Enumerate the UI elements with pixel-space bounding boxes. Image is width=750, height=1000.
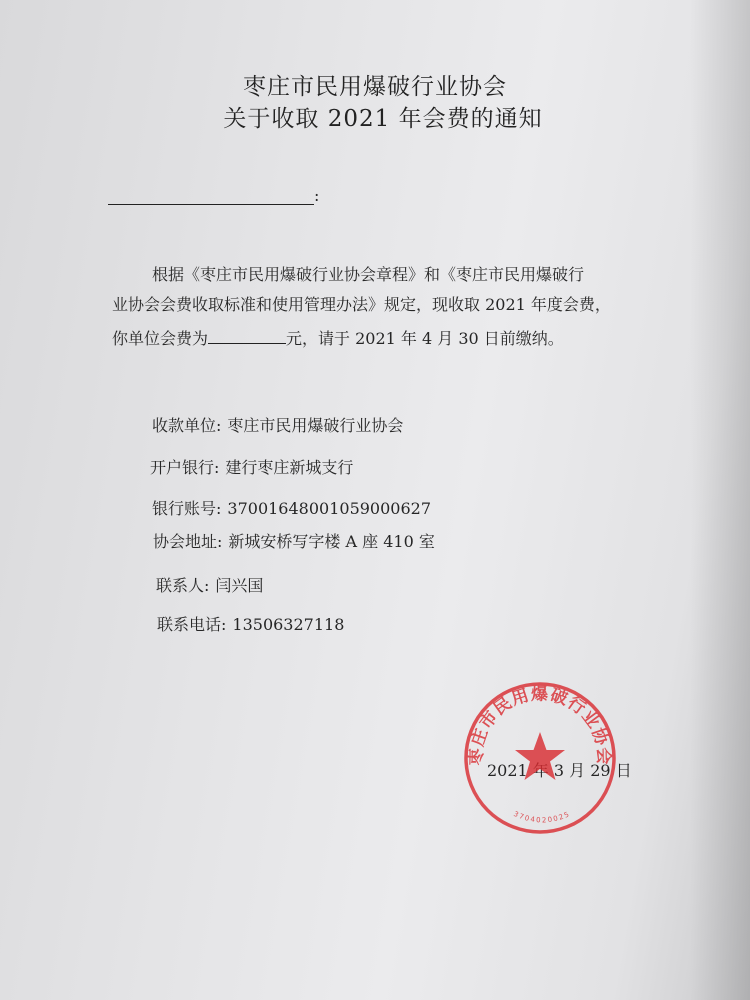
fee-prefix: 你单位会费为 <box>112 329 209 348</box>
body-line-3 <box>112 326 564 349</box>
phone-label: 联系电话: <box>157 615 227 634</box>
contact-label: 联系人: <box>156 576 210 595</box>
bank-label: 开户银行: <box>150 458 220 477</box>
account-value: 37001648001059000627 <box>227 499 431 518</box>
address-label: 协会地址: <box>153 532 223 551</box>
seal-arc-text: 枣庄市民用爆破行业协会 <box>466 684 614 766</box>
payee-value: 枣庄市民用爆破行业协会 <box>227 416 404 435</box>
salutation <box>108 186 319 205</box>
address-value: 新城安桥写字楼 A 座 410 室 <box>228 532 435 551</box>
fee-amount-blank <box>208 329 286 344</box>
bank-row <box>150 455 353 478</box>
fee-suffix: 元，请于 2021 年 4 月 30 日前缴纳。 <box>286 329 564 348</box>
notice-title-org: 枣庄市民用爆破行业协会 <box>243 74 507 100</box>
payee-row <box>152 413 403 436</box>
body-line-1: 根据《枣庄市民用爆破行业协会章程》和《枣庄市民用爆破行 <box>152 265 585 284</box>
address-row <box>153 529 435 552</box>
body-line-2: 业协会会费收取标准和使用管理办法》规定，现收取 2021 年度会费， <box>112 295 611 314</box>
seal-serial-number: 3704020025 <box>512 809 572 825</box>
contact-row <box>156 573 263 596</box>
paper-edge-shadow <box>690 0 750 1000</box>
account-row <box>152 496 431 519</box>
bank-value: 建行枣庄新城支行 <box>225 458 354 477</box>
phone-value: 13506327118 <box>232 615 345 634</box>
payee-label: 收款单位: <box>152 416 222 435</box>
phone-row <box>157 612 344 635</box>
seal-star-icon <box>515 732 565 780</box>
official-seal-stamp <box>460 678 620 838</box>
account-label: 银行账号: <box>152 499 222 518</box>
recipient-blank <box>108 188 314 205</box>
contact-value: 闫兴国 <box>215 576 264 595</box>
salutation-colon: : <box>314 186 320 205</box>
issue-date: 2021 年 3 月 29 日 <box>487 761 632 780</box>
notice-title-subject: 关于收取 2021 年会费的通知 <box>223 106 543 132</box>
